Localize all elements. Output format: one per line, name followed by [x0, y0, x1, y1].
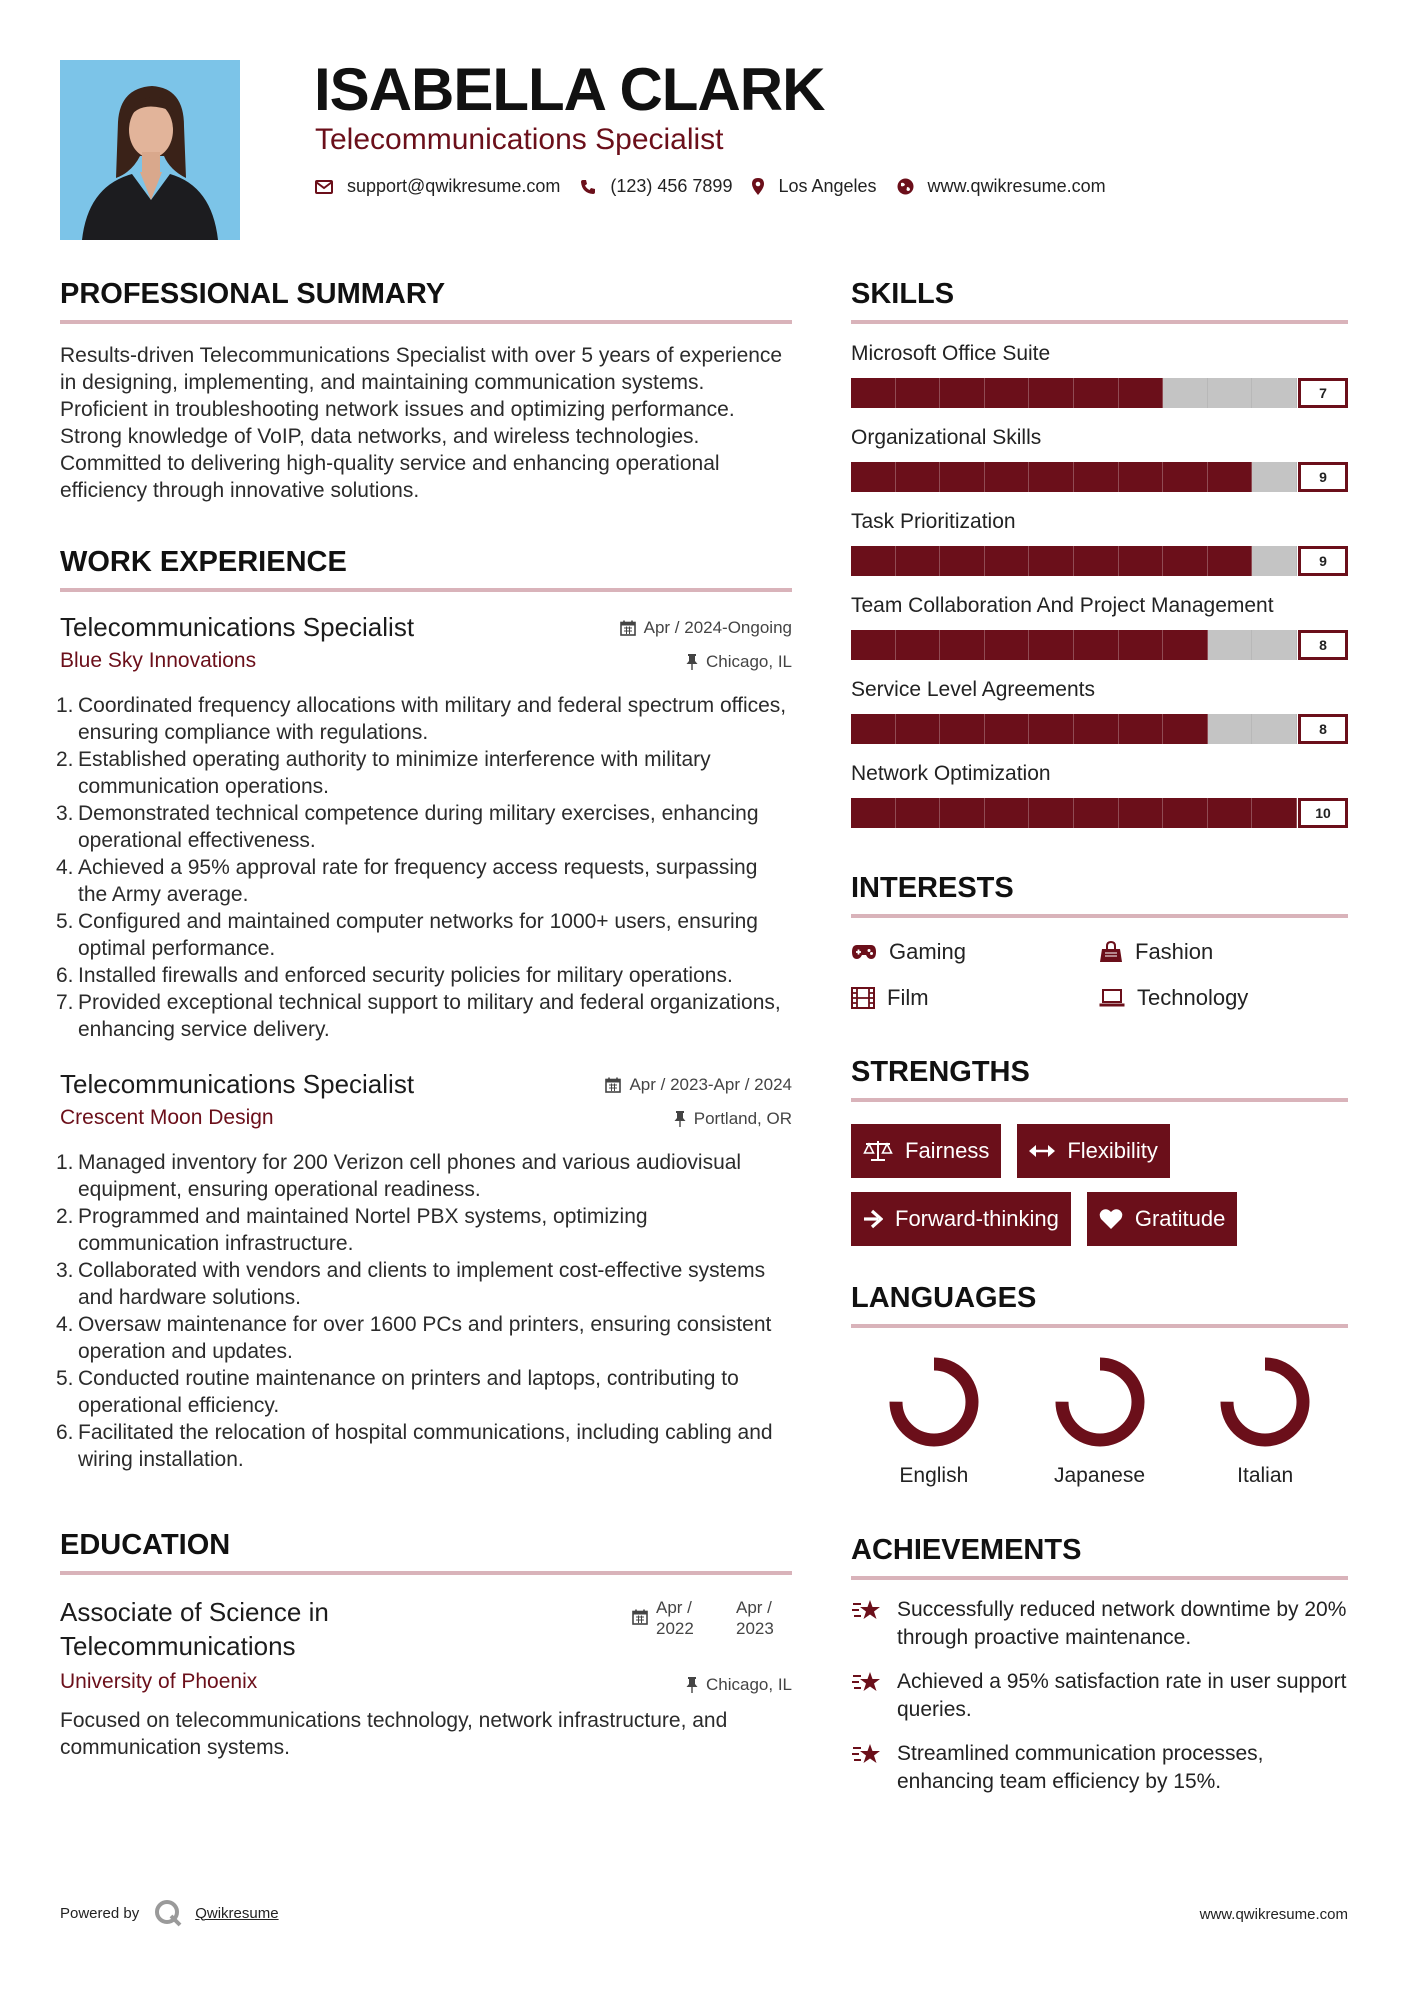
- skill-bar-filled-segment: [985, 630, 1030, 660]
- skill-bar-filled-segment: [896, 378, 941, 408]
- skill-bar-filled-segment: [1119, 798, 1164, 828]
- skill-bar-filled-segment: [1074, 462, 1119, 492]
- skill-bar-filled-segment: [1163, 714, 1208, 744]
- contact-email[interactable]: [315, 176, 560, 197]
- job-title: Telecommunications Specialist: [60, 1069, 415, 1099]
- job-bullet: 2. Established operating authority to minimize interference with military communication operations.: [56, 748, 711, 798]
- language-ring-arc: [1227, 1364, 1303, 1440]
- skill-bar-filled-segment: [851, 630, 896, 660]
- job-bullets: [56, 692, 792, 1043]
- interest-label: Gaming: [889, 939, 967, 964]
- language-ring-arc: [896, 1364, 972, 1440]
- qwikresume-link[interactable]: Qwikresume: [195, 1904, 279, 1922]
- job-bullet: 3. Demonstrated technical competence during military exercises, enhancing operational effectiveness.: [56, 802, 759, 852]
- skill-item: [851, 340, 1348, 408]
- job-bullets: [56, 1149, 792, 1473]
- experience-section: [56, 544, 792, 1473]
- envelope-icon: [315, 180, 333, 194]
- job-company: Blue Sky Innovations: [60, 649, 257, 672]
- skill-bar-filled-segment: [896, 714, 941, 744]
- skill-bar-filled-segment: [985, 378, 1030, 408]
- location-text: Los Angeles: [778, 176, 877, 196]
- contact-website[interactable]: [897, 176, 1106, 197]
- skill-bar-empty-segment: [1252, 378, 1297, 408]
- qwikresume-logo-icon: [153, 1898, 183, 1928]
- job-bullet: 5. Configured and maintained computer networks for 1000+ users, ensuring optimal performance.: [56, 910, 758, 960]
- languages-list: [851, 1354, 1348, 1488]
- job-bullet: 6. Installed firewalls and enforced security policies for military operations.: [56, 964, 733, 987]
- skill-item: [851, 592, 1348, 660]
- skill-bar-filled-segment: [1074, 798, 1119, 828]
- strengths-heading: STRENGTHS: [851, 1054, 1348, 1102]
- skill-bar-filled-segment: [851, 462, 896, 492]
- skill-bar-empty-segment: [1252, 630, 1297, 660]
- calendar-icon: [605, 1077, 621, 1093]
- education-entry: [60, 1595, 792, 1761]
- globe-icon: [897, 178, 914, 195]
- skill-bar-filled-segment: [940, 546, 985, 576]
- job-bullet: 1. Managed inventory for 200 Verizon cell phones and various audiovisual equipment, ensuring operational readiness.: [56, 1151, 742, 1201]
- skill-bar-empty-segment: [1252, 546, 1297, 576]
- skill-bar-filled-segment: [1163, 630, 1208, 660]
- summary-section: [60, 276, 792, 504]
- strength-label: Fairness: [905, 1138, 990, 1163]
- language-ring: [1217, 1354, 1313, 1450]
- job-dates-text: Apr / 2023-Apr / 2024: [629, 1075, 792, 1094]
- interests-section: [851, 870, 1348, 1014]
- language-item: [851, 1354, 1017, 1488]
- interest-label: Film: [887, 985, 929, 1010]
- skill-bar-empty-segment: [1252, 462, 1297, 492]
- language-name: Italian: [1237, 1464, 1294, 1487]
- candidate-title: Telecommunications Specialist: [315, 123, 724, 156]
- map-marker-icon: [752, 178, 764, 195]
- contact-phone[interactable]: [580, 176, 732, 197]
- website-text: www.qwikresume.com: [927, 176, 1106, 196]
- skill-bar-filled-segment: [851, 714, 896, 744]
- skill-bar-filled-segment: [1163, 462, 1208, 492]
- skill-score: 10: [1298, 798, 1348, 828]
- achievement-item: [851, 1668, 1348, 1724]
- interest-label: Technology: [1137, 985, 1249, 1010]
- skill-bar: [851, 378, 1348, 408]
- left-column: [56, 276, 792, 1761]
- education-section: [60, 1527, 792, 1761]
- achievement-text: Streamlined communication processes, enhancing team efficiency by 15%.: [897, 1742, 1264, 1793]
- education-end-month: Apr /: [736, 1598, 772, 1617]
- film-icon: [851, 987, 875, 1009]
- skill-bar-filled-segment: [985, 462, 1030, 492]
- skill-bar-filled-segment: [851, 378, 896, 408]
- language-ring: [886, 1354, 982, 1450]
- skill-bar-filled-segment: [940, 378, 985, 408]
- job-title: Telecommunications Specialist: [60, 612, 415, 642]
- thumbtack-icon: [686, 1677, 698, 1693]
- skill-bar: [851, 798, 1348, 828]
- skill-bar-filled-segment: [1029, 546, 1074, 576]
- skill-bar-filled-segment: [940, 462, 985, 492]
- skill-bar-filled-segment: [896, 798, 941, 828]
- skill-bar-filled-segment: [1074, 630, 1119, 660]
- skill-item: [851, 676, 1348, 744]
- skill-bar-filled-segment: [1119, 630, 1164, 660]
- skill-bar-filled-segment: [1119, 462, 1164, 492]
- achievement-text: Achieved a 95% satisfaction rate in user support queries.: [897, 1670, 1347, 1721]
- summary-heading: PROFESSIONAL SUMMARY: [60, 276, 792, 324]
- calendar-icon: [620, 620, 636, 636]
- language-ring: [1052, 1354, 1148, 1450]
- balance-scale-icon: [863, 1140, 893, 1162]
- education-dates: [632, 1597, 792, 1639]
- skill-bar: [851, 630, 1348, 660]
- skills-heading: SKILLS: [851, 276, 1348, 324]
- phone-text: (123) 456 7899: [610, 176, 733, 196]
- powered-by-text: Powered by: [60, 1904, 140, 1922]
- star-award-icon: [851, 1598, 883, 1624]
- arrows-horizontal-icon: [1029, 1144, 1055, 1158]
- job-location: [674, 1109, 792, 1129]
- achievements-section: [851, 1532, 1348, 1796]
- skill-bar-filled-segment: [1029, 462, 1074, 492]
- skill-item: [851, 760, 1348, 828]
- skill-bar-filled-segment: [1252, 798, 1297, 828]
- skill-bar-filled-segment: [940, 630, 985, 660]
- skill-name: Service Level Agreements: [851, 678, 1095, 701]
- skill-bar-filled-segment: [896, 462, 941, 492]
- skill-bar-filled-segment: [851, 798, 896, 828]
- summary-text: Results-driven Telecommunications Specialist with over 5 years of experience in designing, implementing, and maintaining communication systems. Proficient in troubleshooting network issues and optimizing performance. Strong knowledge of VoIP, data networks, and wireless technologies. Committed to delivering high-quality service and enhancing operational efficiency through innovative solutions.: [60, 344, 783, 502]
- job-bullet: 6. Facilitated the relocation of hospital communications, including cabling and wiring installation.: [56, 1421, 773, 1471]
- interest-label: Fashion: [1135, 939, 1214, 964]
- job-bullet: 7. Provided exceptional technical support to military and federal organizations, enhancing service delivery.: [56, 991, 781, 1041]
- experience-heading: WORK EXPERIENCE: [60, 544, 792, 592]
- interests-heading: INTERESTS: [851, 870, 1348, 918]
- arrow-right-icon: [863, 1209, 883, 1229]
- job-bullet: 4. Oversaw maintenance for over 1600 PCs and printers, ensuring consistent operation and updates.: [56, 1313, 772, 1363]
- skill-bar-filled-segment: [1074, 378, 1119, 408]
- skill-bar-filled-segment: [1029, 798, 1074, 828]
- laptop-icon: [1099, 989, 1125, 1007]
- job-dates-text: Apr / 2024-Ongoing: [643, 618, 792, 637]
- education-location-text: Chicago, IL: [706, 1675, 792, 1694]
- interest-item: [851, 982, 1099, 1014]
- skill-bar-filled-segment: [985, 714, 1030, 744]
- job-bullet: 4. Achieved a 95% approval rate for frequency access requests, surpassing the Army average.: [56, 856, 758, 906]
- candidate-name: ISABELLA CLARK: [314, 56, 825, 123]
- education-school: University of Phoenix: [60, 1670, 258, 1693]
- skills-list: [851, 340, 1348, 828]
- skill-bar-empty-segment: [1252, 714, 1297, 744]
- interest-item: [851, 936, 1099, 968]
- profile-photo: [60, 60, 240, 240]
- skill-bar: [851, 546, 1348, 576]
- skill-item: [851, 508, 1348, 576]
- job-company: Crescent Moon Design: [60, 1106, 274, 1129]
- job-location-text: Chicago, IL: [706, 652, 792, 671]
- job-entry: [56, 1067, 792, 1473]
- achievement-item: [851, 1596, 1348, 1652]
- skill-bar-filled-segment: [1029, 378, 1074, 408]
- skill-bar-filled-segment: [896, 630, 941, 660]
- skill-bar-empty-segment: [1208, 630, 1253, 660]
- languages-heading: LANGUAGES: [851, 1280, 1348, 1328]
- skill-bar-filled-segment: [1119, 714, 1164, 744]
- skill-bar-filled-segment: [1163, 546, 1208, 576]
- job-location: [686, 652, 792, 672]
- strength-chip: [1087, 1192, 1238, 1246]
- language-name: English: [899, 1464, 969, 1487]
- skill-score: 9: [1298, 546, 1348, 576]
- job-bullet: 5. Conducted routine maintenance on printers and laptops, contributing to operational efficiency.: [56, 1367, 739, 1417]
- skill-name: Task Prioritization: [851, 510, 1016, 533]
- job-bullet: 1. Coordinated frequency allocations with military and federal spectrum offices, ensuring compliance with regulations.: [56, 694, 787, 744]
- skill-bar-empty-segment: [1208, 378, 1253, 408]
- skill-bar-filled-segment: [985, 546, 1030, 576]
- language-item: [1182, 1354, 1348, 1488]
- education-end-year: 2023: [736, 1619, 774, 1638]
- star-award-icon: [851, 1742, 883, 1768]
- interest-item: [1099, 936, 1348, 968]
- language-item: [1017, 1354, 1183, 1488]
- education-location: [686, 1675, 792, 1695]
- skill-bar-filled-segment: [1163, 798, 1208, 828]
- skill-name: Microsoft Office Suite: [851, 342, 1051, 365]
- strengths-section: [851, 1054, 1348, 1246]
- star-award-icon: [851, 1670, 883, 1696]
- contact-bar: [315, 176, 1126, 197]
- achievement-text: Successfully reduced network downtime by 20% through proactive maintenance.: [897, 1598, 1347, 1649]
- skill-bar-filled-segment: [896, 546, 941, 576]
- skills-section: [851, 276, 1348, 828]
- job-dates: [605, 1075, 792, 1095]
- footer-powered-by: [60, 1898, 279, 1928]
- skill-bar-filled-segment: [1029, 630, 1074, 660]
- achievement-item: [851, 1740, 1348, 1796]
- skill-bar-filled-segment: [940, 714, 985, 744]
- contact-location[interactable]: [752, 176, 876, 197]
- achievements-heading: ACHIEVEMENTS: [851, 1532, 1348, 1580]
- skill-score: 7: [1298, 378, 1348, 408]
- email-text: support@qwikresume.com: [347, 176, 561, 196]
- skill-bar-filled-segment: [1029, 714, 1074, 744]
- language-name: Japanese: [1053, 1464, 1146, 1487]
- strength-chip: [1017, 1124, 1169, 1178]
- skill-bar-filled-segment: [851, 546, 896, 576]
- job-dates: [620, 618, 792, 638]
- education-degree: Associate of Science in Telecommunications: [60, 1597, 329, 1661]
- skill-bar-filled-segment: [1074, 714, 1119, 744]
- phone-icon: [580, 179, 596, 195]
- skill-bar-filled-segment: [1208, 798, 1253, 828]
- calendar-icon: [632, 1609, 648, 1625]
- language-ring-arc: [1062, 1364, 1138, 1440]
- skill-item: [851, 424, 1348, 492]
- skill-bar-filled-segment: [985, 798, 1030, 828]
- job-bullet: 3. Collaborated with vendors and clients to implement cost-effective systems and hardware solutions.: [56, 1259, 766, 1309]
- skill-bar-filled-segment: [1119, 378, 1164, 408]
- strength-label: Gratitude: [1134, 1206, 1226, 1231]
- strength-chip: [851, 1124, 1001, 1178]
- skill-name: Team Collaboration And Project Management: [851, 594, 1274, 617]
- skill-bar-filled-segment: [1119, 546, 1164, 576]
- education-start-year: 2022: [656, 1619, 694, 1638]
- skill-name: Organizational Skills: [851, 426, 1042, 449]
- strength-label: Flexibility: [1067, 1138, 1158, 1163]
- skill-bar-filled-segment: [940, 798, 985, 828]
- skill-bar-filled-segment: [1208, 546, 1253, 576]
- skill-score: 8: [1298, 630, 1348, 660]
- shopping-bag-icon: [1099, 941, 1123, 963]
- gamepad-icon: [851, 944, 877, 960]
- interest-item: [1099, 982, 1348, 1014]
- job-location-text: Portland, OR: [693, 1109, 792, 1128]
- skill-score: 8: [1298, 714, 1348, 744]
- skill-bar: [851, 462, 1348, 492]
- languages-section: [851, 1280, 1348, 1488]
- skill-name: Network Optimization: [851, 762, 1051, 785]
- job-entry: [56, 610, 792, 1043]
- footer-website[interactable]: www.qwikresume.com: [1199, 1906, 1348, 1923]
- interests-list: [851, 936, 1348, 1014]
- job-bullet: 2. Programmed and maintained Nortel PBX systems, optimizing communication infrastructure.: [56, 1205, 648, 1255]
- heart-icon: [1099, 1208, 1123, 1230]
- education-description: Focused on telecommunications technology, network infrastructure, and communication systems.: [60, 1709, 728, 1759]
- skill-bar-filled-segment: [1208, 462, 1253, 492]
- skill-bar-empty-segment: [1208, 714, 1253, 744]
- education-heading: EDUCATION: [60, 1527, 792, 1575]
- right-column: [851, 276, 1348, 1796]
- strength-chip: [851, 1192, 1071, 1246]
- skill-bar: [851, 714, 1348, 744]
- education-start-month: Apr /: [656, 1598, 692, 1617]
- skill-bar-filled-segment: [1074, 546, 1119, 576]
- skill-bar-empty-segment: [1163, 378, 1208, 408]
- strengths-list: [851, 1124, 1321, 1246]
- thumbtack-icon: [674, 1111, 686, 1127]
- strength-label: Forward-thinking: [895, 1206, 1059, 1231]
- skill-score: 9: [1298, 462, 1348, 492]
- thumbtack-icon: [686, 654, 698, 670]
